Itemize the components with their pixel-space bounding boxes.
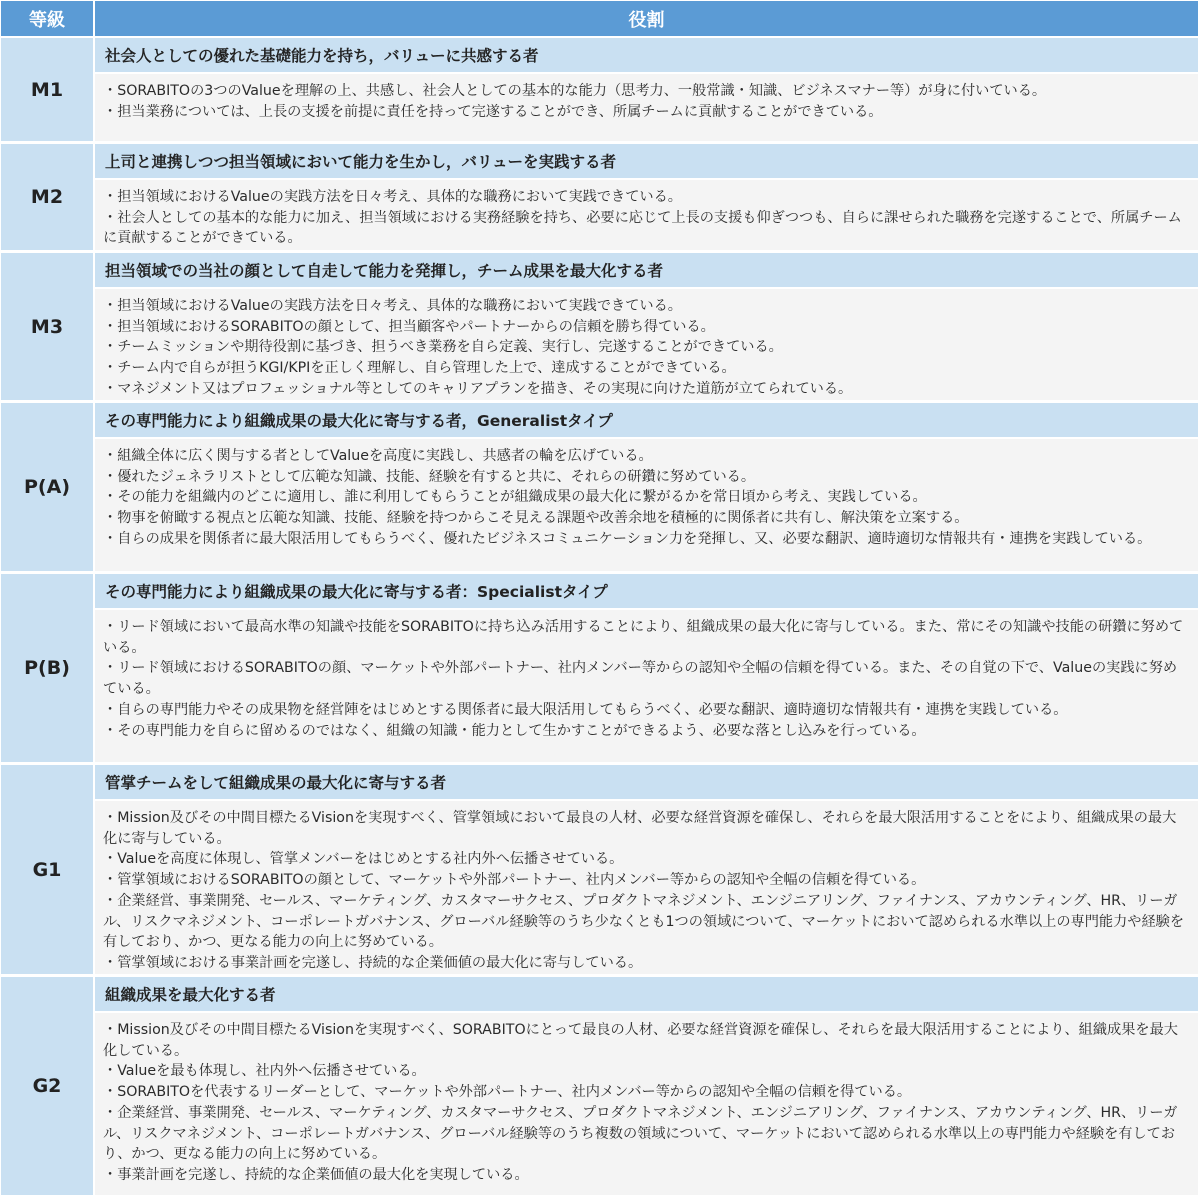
role-line: ・担当業務については、上長の支援を前提に責任を持って完遂することができ、所属チームに貢献することができている。	[103, 103, 883, 120]
role-description	[95, 608, 1198, 762]
role-description	[95, 287, 1198, 400]
role-line: ・チーム内で自らが担うKGI/KPIを正しく理解し、自ら管理した上で、達成することができている。	[103, 360, 736, 377]
grade-role-table	[1, 1, 1198, 1198]
role-line: ・担当領域におけるValueの実践方法を日々考え、具体的な職務において実践できている。	[103, 189, 682, 205]
role-title: 社会人としての優れた基礎能力を持ち，バリューに共感する者	[95, 38, 1198, 72]
header-role: 役割	[95, 1, 1198, 38]
role-line: ・SORABITOの3つのValueを理解の上、共感し、社会人としての基本的な能力（思考力、一般常識・知識、ビジネスマナー等）が身に付いている。	[103, 83, 1047, 99]
grade-cell-m1: M1	[1, 38, 95, 144]
grade-cell-g1: G1	[1, 765, 95, 977]
role-description	[95, 1011, 1198, 1195]
role-title: その専門能力により組織成果の最大化に寄与する者，Generalistタイプ	[95, 403, 1198, 437]
role-cell-m1	[95, 38, 1198, 144]
role-cell-g2	[95, 977, 1198, 1198]
grade-cell-pb: P(B)	[1, 574, 95, 765]
role-line: ・社会人としての基本的な能力に加え、担当領域における実務経験を持ち、必要に応じて上長の支援も仰ぎつつも、自らに課せられた職務を完遂することで、所属チームに貢献することができている。	[103, 209, 1182, 247]
grade-cell-pa: P(A)	[1, 403, 95, 574]
role-line: ・管掌領域におけるSORABITOの顔として、マーケットや外部パートナー、社内メンバー等からの認知や全幅の信頼を得ている。	[103, 872, 926, 889]
role-title: 組織成果を最大化する者	[95, 977, 1198, 1011]
role-line: ・チームミッションや期待役割に基づき、担うべき業務を自ら定義、実行し、完遂することができている。	[103, 339, 783, 356]
role-description	[95, 437, 1198, 571]
role-line: ・Mission及びその中間目標たるVisionを実現すべく、管掌領域において最良の人材、必要な経営資源を確保し、それらを最大限活用することをにより、組織成果の最大化に寄与している。	[103, 810, 1177, 847]
role-line: ・自らの成果を関係者に最大限活用してもらうべく、優れたビジネスコミュニケーション力を発揮し、又、必要な翻訳、適時適切な情報共有・連携を実践している。	[103, 530, 1152, 547]
role-line: ・物事を俯瞰する視点と広範な知識、技能、経験を持つからこそ見える課題や改善余地を積極的に関係者に共有し、解決策を立案する。	[103, 510, 969, 527]
role-line: ・Valueを最も体現し、社内外へ伝播させている。	[103, 1063, 426, 1080]
role-description	[95, 178, 1198, 250]
role-line: ・企業経営、事業開発、セールス、マーケティング、カスタマーサクセス、プロダクトマネジメント、エンジニアリング、ファイナンス、アカウンティング、HR、リーガル、リスクマネジメント、コーポレートガバナンス、グローバル経験等のうち少なくとも1つの領域について、マーケットにおいて認められる水準以上の専門能力や経験を有しており、かつ、更なる能力の向上に努めている。	[103, 892, 1185, 951]
role-line: ・管掌領域における事業計画を完遂し、持続的な企業価値の最大化に寄与している。	[103, 954, 643, 971]
role-line: ・事業計画を完遂し、持続的な企業価値の最大化を実現している。	[103, 1166, 529, 1183]
role-cell-m2	[95, 144, 1198, 253]
grade-cell-m2: M2	[1, 144, 95, 253]
role-line: ・その専門能力を自らに留めるのではなく、組織の知識・能力として生かすことができるよう、必要な落とし込みを行っている。	[103, 722, 926, 739]
role-line: ・リード領域におけるSORABITOの顔、マーケットや外部パートナー、社内メンバー等からの認知や全幅の信頼を得ている。また、その自覚の下で、Valueの実践に努めている。	[103, 660, 1178, 698]
role-cell-pb	[95, 574, 1198, 765]
role-line: ・担当領域におけるValueの実践方法を日々考え、具体的な職務において実践できている。	[103, 298, 682, 314]
role-description	[95, 72, 1198, 141]
grade-cell-g2: G2	[1, 977, 95, 1198]
role-line: ・マネジメント又はプロフェッショナル等としてのキャリアプランを描き、その実現に向けた道筋が立てられている。	[103, 380, 853, 397]
role-line: ・組織全体に広く関与する者としてValueを高度に実践し、共感者の輪を広げている。	[103, 448, 653, 464]
role-line: ・リード領域において最高水準の知識や技能をSORABITOに持ち込み活用することにより、組織成果の最大化に寄与している。また、常にその知識や技能の研鑽に努めている。	[103, 619, 1184, 656]
header-grade: 等級	[1, 1, 95, 38]
role-line: ・優れたジェネラリストとして広範な知識、技能、経験を有すると共に、それらの研鑽に努めている。	[103, 468, 756, 485]
role-cell-g1	[95, 765, 1198, 977]
role-title: 上司と連携しつつ担当領域において能力を生かし，バリューを実践する者	[95, 144, 1198, 178]
role-line: ・企業経営、事業開発、セールス、マーケティング、カスタマーサクセス、プロダクトマネジメント、エンジニアリング、ファイナンス、アカウンティング、HR、リーガル、リスクマネジメント、コーポレートガバナンス、グローバル経験等のうち複数の領域について、マーケットにおいて認められる水準以上の専門能力や経験を有しており、かつ、更なる能力の向上に努めている。	[103, 1104, 1178, 1163]
role-line: ・Valueを高度に体現し、管掌メンバーをはじめとする社内外へ伝播させている。	[103, 851, 624, 868]
role-cell-m3	[95, 253, 1198, 403]
role-line: ・Mission及びその中間目標たるVisionを実現すべく、SORABITOにとって最良の人材、必要な経営資源を確保し、それらを最大限活用することにより、組織成果を最大化している。	[103, 1022, 1178, 1059]
role-cell-pa	[95, 403, 1198, 574]
role-line: ・自らの専門能力やその成果物を経営陣をはじめとする関係者に最大限活用してもらうべく、必要な翻訳、適時適切な情報共有・連携を実践している。	[103, 701, 1068, 718]
role-title: その専門能力により組織成果の最大化に寄与する者：Specialistタイプ	[95, 574, 1198, 608]
role-description	[95, 799, 1198, 974]
role-line: ・SORABITOを代表するリーダーとして、マーケットや外部パートナー、社内メンバー等からの認知や全幅の信頼を得ている。	[103, 1084, 912, 1101]
role-title: 管掌チームをして組織成果の最大化に寄与する者	[95, 765, 1198, 799]
role-title: 担当領域での当社の顔として自走して能力を発揮し，チーム成果を最大化する者	[95, 253, 1198, 287]
role-line: ・その能力を組織内のどこに適用し、誰に利用してもらうことが組織成果の最大化に繋がるかを常日頃から考え、実践している。	[103, 489, 927, 506]
grade-cell-m3: M3	[1, 253, 95, 403]
role-line: ・担当領域におけるSORABITOの顔として、担当顧客やパートナーからの信頼を勝ち得ている。	[103, 318, 715, 335]
